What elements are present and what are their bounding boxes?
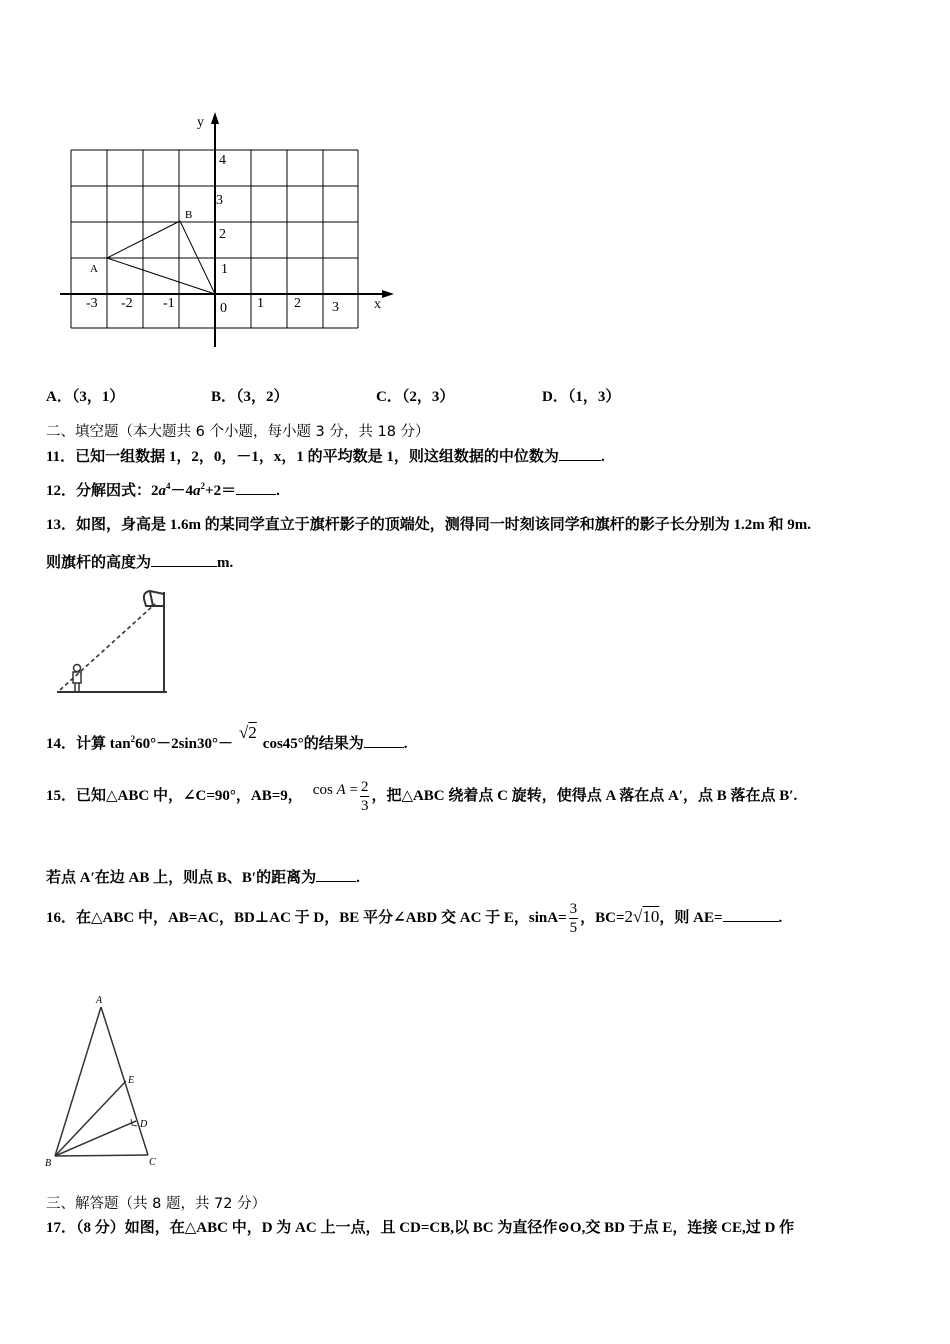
answer-blank xyxy=(151,554,217,567)
q14-end: . xyxy=(403,736,408,752)
y-tick-2: 2 xyxy=(219,227,226,242)
question-15: 15．已知△ABC 中，∠C=90°，AB=9， cos A = $\frac{2}{3}$ ，把△ABC 绕着点 C 旋转，使得点 A 落在点 A′，点 B 落在点 B′. xyxy=(46,779,798,814)
q16-end: . xyxy=(778,909,783,926)
x-tick-neg1: -1 xyxy=(163,296,175,311)
q12-end: . xyxy=(276,483,280,499)
cos-fraction xyxy=(360,778,370,815)
question-14 xyxy=(46,723,408,753)
bc-coefficient: 2 xyxy=(624,906,634,926)
y-tick-3: 3 xyxy=(216,193,223,208)
q15-suffix: ，把△ABC 绕着点 C 旋转，使得点 A 落在点 A′，点 B 落在点 B′. xyxy=(371,787,798,804)
point-a-label: A xyxy=(90,263,98,275)
q15-prefix: 15．已知△ABC 中，∠C=90°，AB=9， xyxy=(46,787,303,804)
section-2-title: 二、填空题（本大题共 6 个小题，每小题 3 分，共 18 分） xyxy=(46,424,430,440)
question-13-line1: 13．如图，身高是 1.6m 的某同学直立于旗杆影子的顶端处，测得同一时刻该同学和旗杆的影子长分别为 1.2m 和 9m. xyxy=(46,517,811,533)
question-12 xyxy=(46,479,280,500)
q14-prefix: 14．计算 tan xyxy=(46,736,131,752)
bc-radicand: 10 xyxy=(642,906,660,926)
question-13-line2 xyxy=(46,551,233,572)
x-tick-1: 1 xyxy=(257,296,264,311)
q12-exp1: 4 xyxy=(166,481,171,491)
sin-fraction xyxy=(569,900,579,937)
x-tick-neg2: -2 xyxy=(121,296,133,311)
q13-prefix: 则旗杆的高度为 xyxy=(46,555,152,571)
q16-mid: ，BC= xyxy=(580,909,625,926)
q16-prefix: 16．在△ABC 中，AB=AC，BD⊥AC 于 D，BE 平分∠ABD 交 AC 于 E，sinA= xyxy=(46,909,567,926)
point-e-label: E xyxy=(128,1075,135,1086)
question-11 xyxy=(46,445,605,466)
q12-var2: a xyxy=(193,483,201,499)
answer-blank xyxy=(559,448,601,461)
question-16 xyxy=(46,900,782,937)
answer-blank xyxy=(723,909,779,922)
y-axis-label: y xyxy=(197,115,204,130)
x-tick-neg3: -3 xyxy=(86,296,98,311)
q12-prefix: 12．分解因式：2 xyxy=(46,483,159,499)
q12-tail: +2＝ xyxy=(205,483,237,499)
question-15-line2 xyxy=(46,866,360,887)
q11-text: 11．已知一组数据 1，2，0，－1，x，1 的平均数是 1，则这组数据的中位数为 xyxy=(46,449,559,465)
q11-end: . xyxy=(600,449,605,465)
x-axis-label: x xyxy=(374,297,381,312)
q12-mid: －4 xyxy=(170,483,194,499)
frac-denominator: 3 xyxy=(360,798,369,814)
q12-var: a xyxy=(158,483,167,499)
frac-numerator: 3 xyxy=(569,901,578,917)
question-17: 17．（8 分）如图，在△ABC 中，D 为 AC 上一点，且 CD=CB,以 BC 为直径作⊙O,交 BD 于点 E，连接 CE,过 D 作 xyxy=(46,1220,795,1236)
q14-sup: 2 xyxy=(130,734,136,744)
option-d: D．（1，3） xyxy=(542,389,621,405)
vertex-c-label: C xyxy=(149,1157,156,1168)
option-c: C．（2，3） xyxy=(376,389,455,405)
point-d-label: D xyxy=(140,1119,148,1130)
x-tick-2: 2 xyxy=(294,296,301,311)
x-tick-3: 3 xyxy=(332,300,339,315)
flagpole-figure xyxy=(50,587,180,697)
point-b-label: B xyxy=(185,209,193,221)
q14-suffix: cos45°的结果为 xyxy=(262,736,364,752)
answer-blank xyxy=(316,869,356,882)
sqrt2-radicand: 2 xyxy=(248,723,257,742)
origin-label: 0 xyxy=(220,301,227,316)
bc-value: 2√10 xyxy=(624,906,660,926)
vertex-a-label: A xyxy=(96,995,103,1006)
q13-suffix: m. xyxy=(217,555,234,571)
q15-end: . xyxy=(356,870,360,886)
y-tick-4: 4 xyxy=(219,153,226,168)
option-a: A．（3，1） xyxy=(46,389,125,405)
answer-blank xyxy=(236,482,276,495)
frac-numerator: 2 xyxy=(360,779,369,795)
frac-denominator: 5 xyxy=(569,920,578,936)
vertex-b-label: B xyxy=(45,1158,52,1169)
q14-mid: 60°－2sin30°－ xyxy=(135,736,233,752)
coordinate-graph xyxy=(50,108,410,358)
q15-line2-text: 若点 A′在边 AB 上，则点 B、B′的距离为 xyxy=(46,870,317,886)
sqrt2: √2 xyxy=(238,723,257,742)
y-tick-1: 1 xyxy=(221,262,228,277)
option-b: B．（3，2） xyxy=(211,389,289,405)
section-3-title: 三、解答题（共 8 题，共 72 分） xyxy=(46,1196,267,1212)
q16-suffix: ，则 AE= xyxy=(659,909,723,926)
triangle-figure xyxy=(40,990,170,1170)
q12-exp2: 2 xyxy=(200,481,206,491)
answer-blank xyxy=(364,735,404,748)
